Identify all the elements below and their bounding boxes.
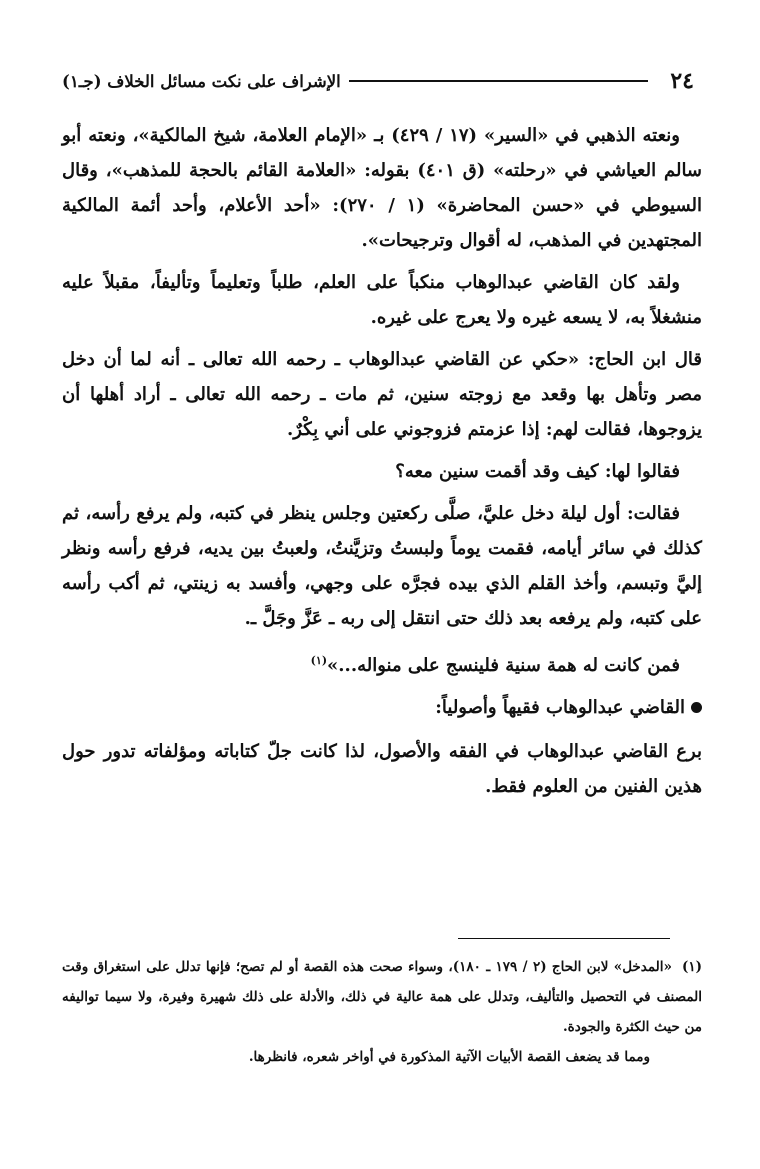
running-title: الإشراف على نكت مسائل الخلاف (جـ١) [62,71,341,91]
paragraph-ibn-al-hajj: قال ابن الحاج: «حكي عن القاضي عبدالوهاب ـ رحمه الله تعالى ـ أنه لما أن دخل مصر وتأهل بها وقعد مع زوجته سنين، ثم مات ـ رحمه الله تعالى ـ أراد أهلها أن يزوجوها، فقالت لهم: إذا عزمتم فزوجوني على أني بِكْرٌ. [62,349,702,440]
paragraph-dhahabi: ونعته الذهبي في «السير» (١٧ / ٤٢٩) بـ «الإمام العلامة، شيخ المالكية»، ونعته أبو سالم العياشي في «رحلته» (ق ٤٠١) بقوله: «العلامة القائم بالحجة للمذهب»، وقال السيوطي في «حسن المحاضرة» (١ / ٢٧٠): «أحد الأعلام، وأحد أئمة المالكية المجتهدين في المذهب، له أقوال وترجيحات». [62,125,703,251]
page-header [62,66,694,96]
paragraph-devotion: ولقد كان القاضي عبدالوهاب منكباً على العلم، طلباً وتعليماً وتأليفاً، مقبلاً عليه منشغلاً به، لا يسعه غيره ولا يعرج على غيره. [62,272,702,328]
paragraph-conclusion [62,643,702,683]
section-heading [62,690,702,725]
conclusion-text: فمن كانت له همة سنية فلينسج على منواله...» [327,655,680,676]
footnote-1-text: «المدخل» لابن الحاج (٢ / ١٧٩ ـ ١٨٠)، وسواء صحت هذه القصة أو لم تصح؛ فإنها تدلل على استغراق وقت المصنف في التحصيل والتأليف، وتدلل على همة عالية في ذلك، والأدلة على ذلك شهيرة وفيرة، ولا سيما تواليفه من حيث الكثرة والجودة. [62,959,702,1035]
paragraph-story: فقالت: أول ليلة دخل عليَّ، صلَّى ركعتين وجلس ينظر في كتبه، ولم يرفع رأسه، ثم كذلك في سائر أيامه، فقمت يوماً ولبستُ وتزيَّنتُ، ولعبتُ بين يديه، فرفع رأسه ونظر إليَّ وتبسم، وأخذ القلم الذي بيده فجرَّه على وجهي، وأفسد به زينتي، ثم أكب رأسه على كتبه، ولم يرفعه بعد ذلك حتى انتقل إلى ربه ـ عَزَّ وجَلَّ ـ. [62,503,702,629]
footnotes [62,952,702,1072]
footnote-number: (١) [681,959,703,975]
footnote-1-continuation: ومما قد يضعف القصة الأبيات الآتية المذكورة في أواخر شعره، فانظرها. [248,1049,650,1065]
section-heading-text: القاضي عبدالوهاب فقيهاً وأصولياً: [435,697,685,718]
main-text [62,118,702,811]
footnote-ref: (١) [310,654,328,667]
footnote-1 [62,952,702,1042]
paragraph-question: فقالوا لها: كيف وقد أقمت سنين معه؟ [395,461,680,482]
header-rule [349,80,649,82]
page-number: ٢٤ [670,68,694,94]
bullet-icon [691,702,702,713]
footnote-rule [458,938,670,939]
paragraph-fiqh: برع القاضي عبدالوهاب في الفقه والأصول، لذا كانت جلّ كتاباته ومؤلفاته تدور حول هذين الفنين من العلوم فقط. [62,741,702,797]
